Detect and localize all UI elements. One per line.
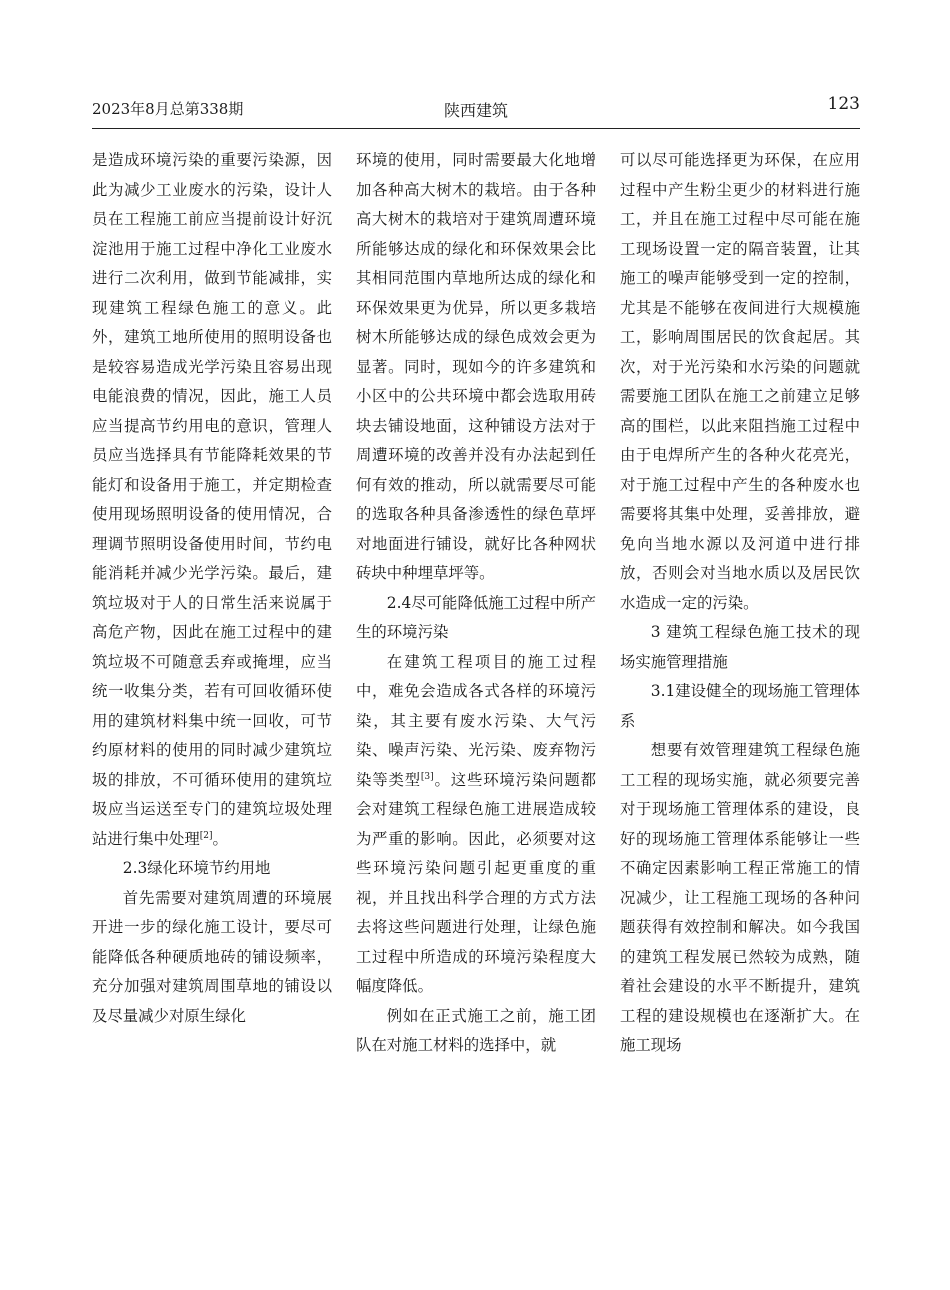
paragraph-continued: 环境的使用，同时需要最大化地增加各种高大树木的栽培。由于各种高大树木的栽培对于建筑周遭环境所能够达成的绿化和环保效果会比其相同范围内草地所达成的绿化和环保效果更为优异，所以更多栽培树木所能够达成的绿色成效会更为显著。同时，现如今的许多建筑和小区中的公共环境中都会选取用砖块去铺设地面，这种铺设方法对于周遭环境的改善并没有办法起到任何有效的推动，所以就需要尽可能的选取各种具备渗透性的绿色草坪对地面进行铺设，就好比各种网状砖块中种埋草坪等。 <box>356 151 596 582</box>
paragraph: 想要有效管理建筑工程绿色施工工程的现场实施，就必须要完善对于现场施工管理体系的建设，良好的现场施工管理体系能够让一些不确定因素影响工程正常施工的情况减少，让工程施工现场的各种问题获得有效控制和解决。如今我国的建筑工程发展已然较为成熟，随着社会建设的水平不断提升，建筑工程的建设规模也在逐渐扩大。在施工现场 <box>620 741 860 1054</box>
paragraph: 首先需要对建筑周遭的环境展开进一步的绿化施工设计，要尽可能降低各种硬质地砖的铺设频率，充分加强对建筑周围草地的铺设以及尽量减少对原生绿化 <box>92 888 332 1025</box>
column-3 <box>620 146 860 1061</box>
citation-ref[interactable]: [3] <box>420 771 434 782</box>
journal-title: 陕西建筑 <box>443 101 508 120</box>
paragraph-continued: 是造成环境污染的重要污染源，因此为减少工业废水的污染，设计人员在工程施工前应当提前设计好沉淀池用于施工过程中净化工业废水进行二次利用，做到节能减排，实现建筑工程绿色施工的意义。此外，建筑工地所使用的照明设备也是较容易造成光学污染且容易出现电能浪费的情况，因此，施工人员应当提高节约用电的意识，管理人员应当选择具有节能降耗效果的节能灯和设备用于施工，并定期检查使用现场照明设备的使用情况，合理调节照明设备使用时间，节约电能消耗并减少光学污染。最后，建筑垃圾对于人的日常生活来说属于高危产物，因此在施工过程中的建筑垃圾不可随意丢弃或掩埋，应当统一收集分类，若有可回收循环使用的建筑材料集中统一回收，可节约原材料的使用的同时减少建筑垃圾的排放，不可循环使用的建筑垃圾应当运送至专门的建筑垃圾处理站进行集中处理[2]。 <box>92 151 332 848</box>
section-heading-2-3: 2.3绿化环境节约用地 <box>122 859 271 877</box>
citation-ref[interactable]: [2] <box>199 830 213 841</box>
section-heading-3-1: 3.1建设健全的现场施工管理体系 <box>620 682 860 730</box>
paragraph-continued: 可以尽可能选择更为环保，在应用过程中产生粉尘更少的材料进行施工，并且在施工过程中尽可能在施工现场设置一定的隔音装置，让其施工的噪声能够受到一定的控制，尤其是不能够在夜间进行大规模施工，影响周围居民的饮食起居。其次，对于光污染和水污染的问题就需要施工团队在施工之前建立足够高的围栏，以此来阻挡施工过程中由于电焊所产生的各种火花亮光，对于施工过程中产生的各种废水也需要将其集中处理，妥善排放，避免向当地水源以及河道中进行排放，否则会对当地水质以及居民饮水造成一定的污染。 <box>620 151 860 612</box>
section-heading-2-4: 2.4尽可能降低施工过程中所产生的环境污染 <box>356 593 596 641</box>
issue-info: 2023年8月总第338期 <box>92 100 244 118</box>
column-1 <box>92 146 332 1031</box>
page-header <box>92 92 860 129</box>
page-number: 123 <box>827 94 860 114</box>
section-heading-3: 3 建筑工程绿色施工技术的现场实施管理措施 <box>620 623 860 671</box>
paragraph: 例如在正式施工之前，施工团队在对施工材料的选择中，就 <box>356 1006 596 1054</box>
paragraph: 在建筑工程项目的施工过程中，难免会造成各式各样的环境污染，其主要有废水污染、大气污染、噪声污染、光污染、废弃物污染等类型[3]。这些环境污染问题都会对建筑工程绿色施工进展造成较为严重的影响。因此，必须要对这些环境污染问题引起更重度的重视，并且找出科学合理的方式方法去将这些问题进行处理，让绿色施工过程中所造成的环境污染程度大幅度降低。 <box>356 652 596 995</box>
column-2 <box>356 146 596 1061</box>
